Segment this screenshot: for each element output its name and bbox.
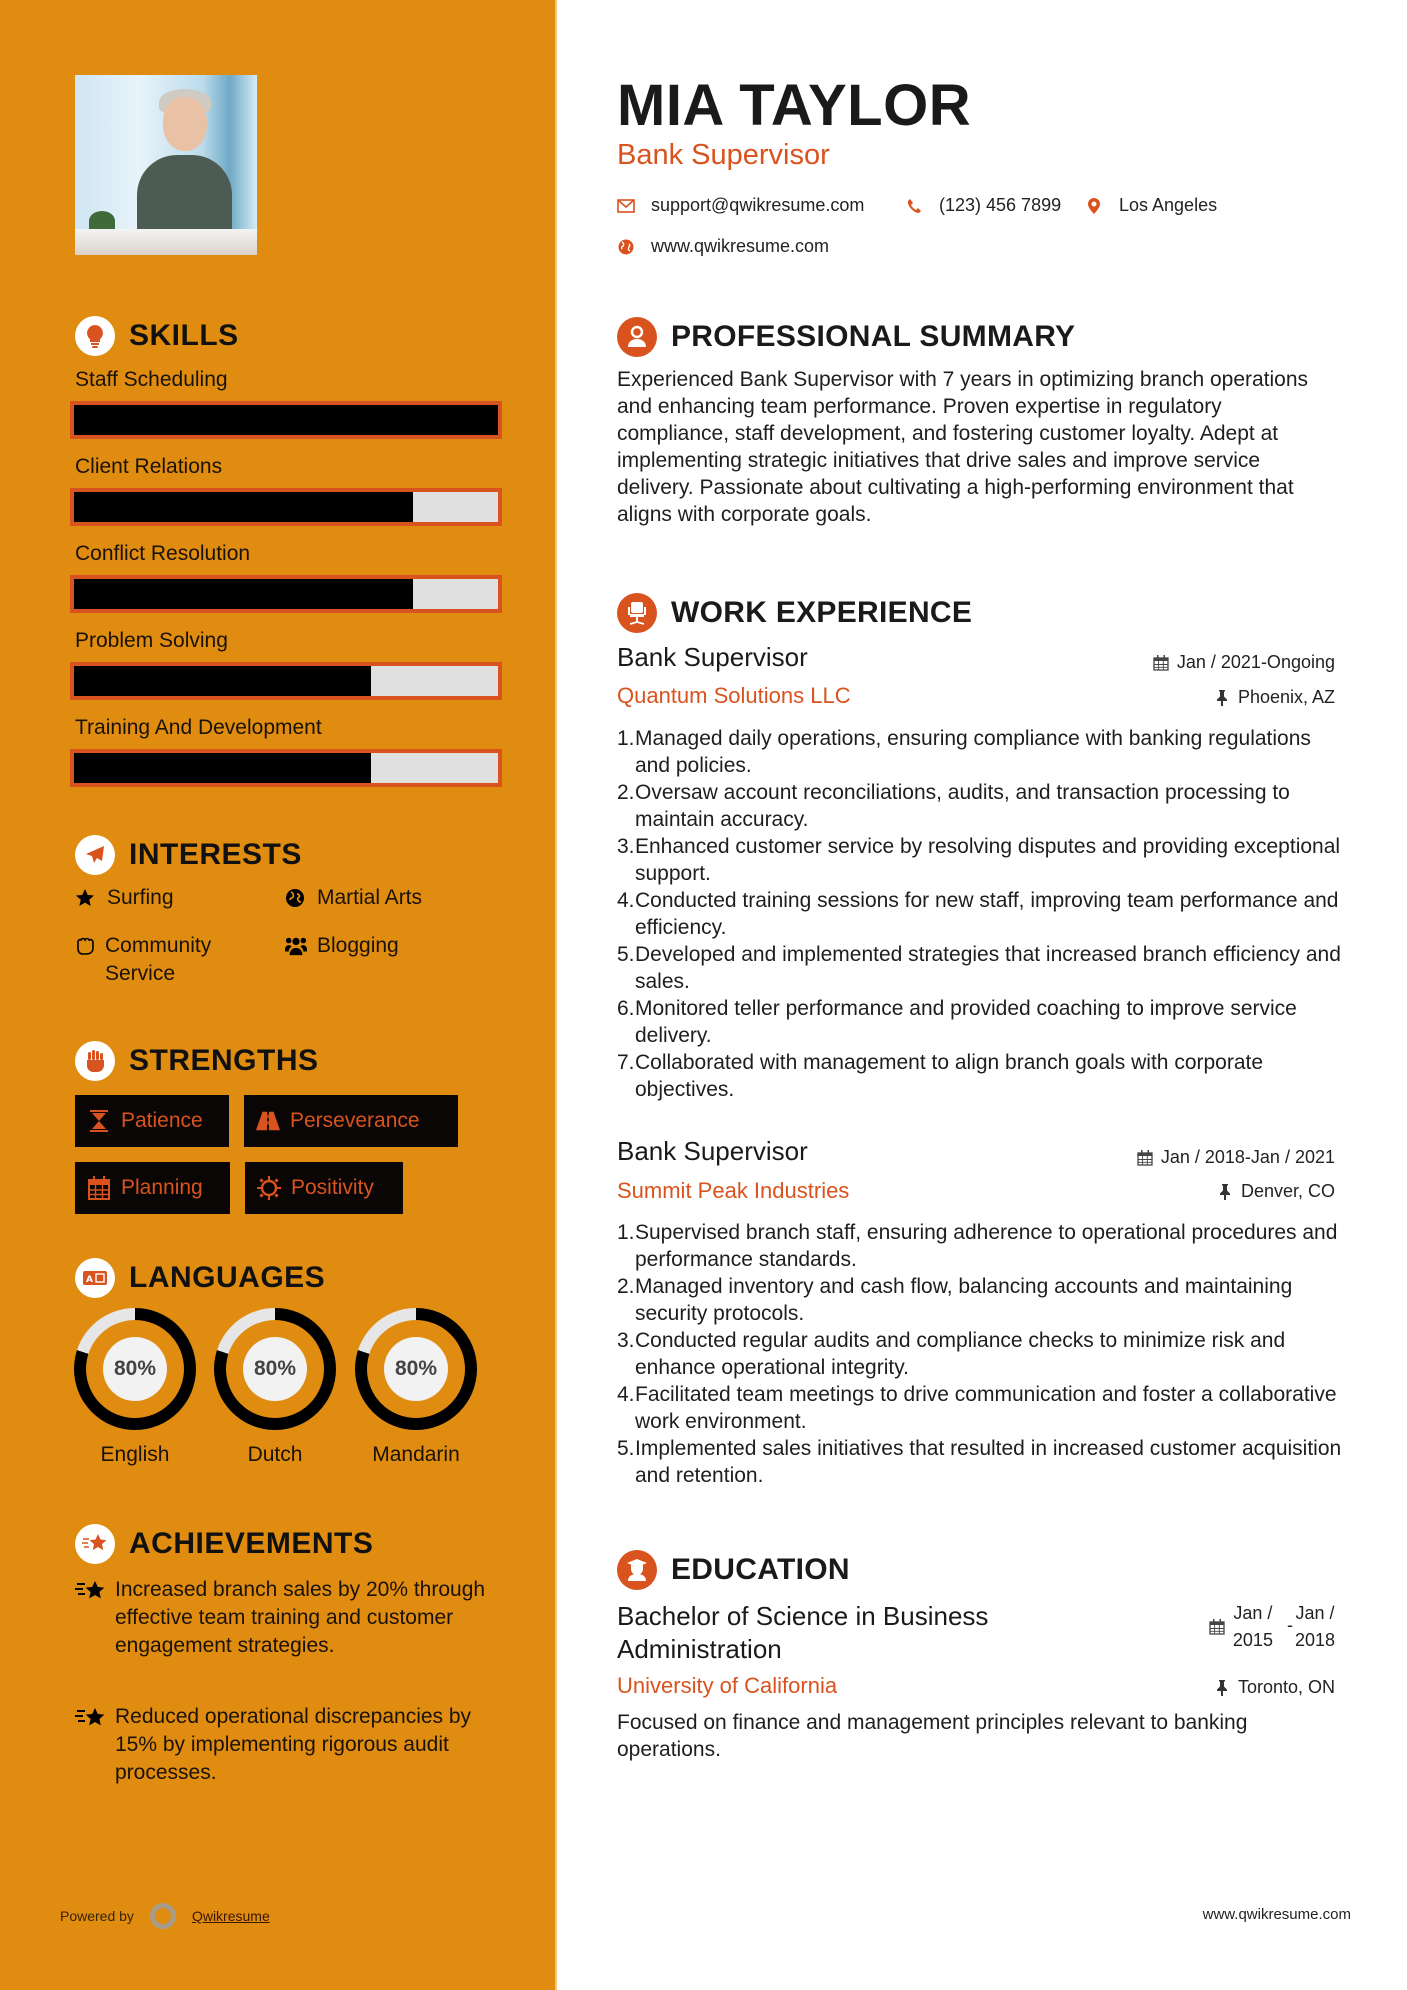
powered-by (60, 1903, 270, 1929)
contact-email (617, 195, 864, 216)
translate-icon (75, 1258, 115, 1298)
interest-label: Community Service (105, 934, 212, 985)
summary-heading (617, 316, 1075, 358)
calendar-icon (87, 1176, 111, 1200)
job-bullet: 6. Monitored teller performance and provided coaching to improve service delivery. (617, 997, 1297, 1047)
language-ring (74, 1308, 196, 1430)
skill-bar (70, 488, 502, 526)
strength-pill (75, 1095, 229, 1147)
summary-text: Experienced Bank Supervisor with 7 years in optimizing branch operations and enhancing team performance. Proven expertise in regulatory compliance, staff development, and fostering customer loyalty. Adept at implementing strategic initiatives that drive sales and improve service delivery. Passionate about cultivating a high-performing environment that aligns with corporate goals. (617, 368, 1309, 526)
interest-item (285, 884, 422, 912)
achievements-heading (75, 1524, 373, 1564)
job-dates-text: Jan / 2021-Ongoing (1176, 652, 1335, 672)
job-dates (1153, 652, 1335, 673)
shooting-star-icon (75, 1576, 115, 1660)
language-label: Mandarin (372, 1443, 460, 1466)
skills-heading (75, 316, 239, 356)
calendar-icon (1137, 1150, 1153, 1166)
job-company: Summit Peak Industries (617, 1178, 850, 1203)
skill-bar (70, 662, 502, 700)
skill-bar-fill (74, 753, 371, 783)
skill-label: Staff Scheduling (75, 368, 228, 391)
photo-desk (75, 229, 257, 255)
job-location (1214, 687, 1335, 708)
user-icon (617, 317, 657, 357)
strength-pill (244, 1095, 458, 1147)
strength-label: Planning (121, 1176, 203, 1199)
job-location-text: Denver, CO (1240, 1181, 1335, 1201)
strength-label: Patience (121, 1109, 203, 1132)
interests-heading-text: INTERESTS (129, 838, 302, 871)
star-trophy-icon (75, 1524, 115, 1564)
job-title: Bank Supervisor (617, 1136, 808, 1166)
skill-bar-fill (74, 579, 413, 609)
skill-bar-fill (74, 405, 498, 435)
job-location (1217, 1181, 1335, 1202)
education-end: Jan / 2018 (1294, 1603, 1335, 1650)
skill-bar (70, 401, 502, 439)
candidate-title: Bank Supervisor (617, 139, 830, 171)
language-percent: 80% (103, 1337, 167, 1401)
job-bullet: 5. Implemented sales initiatives that resulted in increased customer acquisition and retention. (617, 1437, 1342, 1487)
job-dates (1137, 1147, 1335, 1168)
job-bullet: 4. Facilitated team meetings to drive communication and foster a collaborative work environment. (617, 1383, 1337, 1433)
map-pin-icon (1085, 197, 1103, 215)
strength-pill (75, 1162, 230, 1214)
qwikresume-link[interactable]: Qwikresume (191, 1908, 270, 1924)
language-ring (355, 1308, 477, 1430)
lightbulb-icon (75, 316, 115, 356)
job-title: Bank Supervisor (617, 642, 808, 672)
education-description: Focused on finance and management principles relevant to banking operations. (617, 1711, 1248, 1761)
contact-website (617, 236, 829, 257)
languages-heading (75, 1258, 325, 1298)
job-bullets (617, 1219, 1347, 1489)
job-bullet: 1. Managed daily operations, ensuring compliance with banking regulations and policies. (617, 727, 1311, 777)
interest-label: Surfing (107, 886, 174, 909)
experience-heading (617, 592, 972, 634)
education-location (1214, 1677, 1335, 1698)
language-label: Dutch (247, 1443, 303, 1466)
office-chair-icon (617, 593, 657, 633)
education-location-text: Toronto, ON (1237, 1677, 1335, 1697)
phone-icon (905, 197, 923, 215)
achievement-item (75, 1703, 495, 1787)
graduate-icon (617, 1550, 657, 1590)
job-bullet: 7. Collaborated with management to align branch goals with corporate objectives. (617, 1051, 1264, 1101)
star-icon (75, 884, 97, 912)
skills-heading-text: SKILLS (129, 319, 239, 352)
phone-text[interactable]: (123) 456 7899 (939, 195, 1062, 215)
job-bullet: 3. Conducted regular audits and compliance checks to minimize risk and enhance operational integrity. (617, 1329, 1286, 1379)
job-dates-text: Jan / 2018-Jan / 2021 (1160, 1147, 1335, 1167)
globe-icon (617, 238, 635, 256)
main-column (557, 0, 1407, 1990)
pushpin-icon (1214, 1680, 1230, 1696)
road-icon (256, 1109, 280, 1133)
powered-by-text: Powered by (60, 1908, 134, 1924)
education-start: Jan / 2015 (1232, 1603, 1273, 1650)
sidebar (0, 0, 557, 1990)
location-text: Los Angeles (1119, 195, 1218, 215)
skill-label: Conflict Resolution (75, 542, 251, 565)
shooting-star-icon (75, 1703, 115, 1787)
education-heading (617, 1549, 850, 1591)
raised-fist-icon (75, 1041, 115, 1081)
summary-heading-text: PROFESSIONAL SUMMARY (671, 320, 1076, 353)
interest-item (75, 884, 174, 912)
strength-label: Perseverance (290, 1109, 420, 1132)
job-bullets (617, 725, 1347, 1103)
contact-location (1085, 195, 1217, 216)
interests-heading (75, 835, 302, 875)
strengths-heading (75, 1041, 319, 1081)
skill-bar-fill (74, 666, 371, 696)
photo-plant (89, 211, 115, 231)
pushpin-icon (1214, 690, 1230, 706)
paper-plane-icon (75, 835, 115, 875)
job-location-text: Phoenix, AZ (1237, 687, 1335, 707)
language-label: English (100, 1443, 170, 1466)
achievement-text: Reduced operational discrepancies by 15% by implementing rigorous audit processes. (115, 1705, 472, 1784)
strengths-heading-text: STRENGTHS (129, 1044, 319, 1077)
skill-label: Client Relations (75, 455, 223, 478)
skill-label: Training And Development (75, 716, 322, 739)
language-percent: 80% (384, 1337, 448, 1401)
globe-icon (285, 884, 307, 912)
email-text[interactable]: support@qwikresume.com (651, 195, 865, 215)
experience-heading-text: WORK EXPERIENCE (671, 596, 973, 629)
fist-icon (75, 932, 95, 960)
contact-phone (905, 195, 1061, 216)
skill-bar-fill (74, 492, 413, 522)
sun-icon (257, 1176, 281, 1200)
hourglass-icon (87, 1109, 111, 1133)
language-percent: 80% (243, 1337, 307, 1401)
job-bullet: 2. Oversaw account reconciliations, audits, and transaction processing to maintain accuracy. (617, 781, 1290, 831)
job-bullet: 1. Supervised branch staff, ensuring adherence to operational procedures and performance standards. (617, 1221, 1338, 1271)
strength-pill (245, 1162, 403, 1214)
footer-website[interactable]: www.qwikresume.com (1202, 1906, 1351, 1923)
strength-label: Positivity (291, 1176, 374, 1199)
interest-item (75, 932, 265, 988)
job-bullet: 2. Managed inventory and cash flow, balancing accounts and maintaining security protocols. (617, 1275, 1293, 1325)
job-bullet: 3. Enhanced customer service by resolving disputes and providing exceptional support. (617, 835, 1341, 885)
users-icon (285, 932, 307, 960)
education-dates: Jan / 2015 - Jan / 2018 (1209, 1600, 1335, 1654)
pushpin-icon (1217, 1184, 1233, 1200)
website-text[interactable]: www.qwikresume.com (651, 236, 830, 256)
achievement-text: Increased branch sales by 20% through effective team training and customer engagement strategies. (115, 1578, 486, 1657)
qwikresume-logo-icon (150, 1903, 176, 1929)
photo-face (163, 97, 207, 151)
skill-bar (70, 575, 502, 613)
language-ring (214, 1308, 336, 1430)
achievements-heading-text: ACHIEVEMENTS (129, 1527, 374, 1560)
interest-label: Blogging (317, 934, 399, 957)
skill-label: Problem Solving (75, 629, 228, 652)
school-name: University of California (617, 1673, 838, 1698)
job-company: Quantum Solutions LLC (617, 683, 851, 708)
education-heading-text: EDUCATION (671, 1553, 850, 1586)
interest-item (285, 932, 399, 960)
degree-title: Bachelor of Science in Business Administration (617, 1601, 989, 1664)
envelope-icon (617, 197, 635, 215)
job-bullet: 4. Conducted training sessions for new staff, improving team performance and efficiency. (617, 889, 1339, 939)
candidate-name: MIA TAYLOR (617, 73, 972, 138)
achievement-item (75, 1576, 495, 1660)
job-bullet: 5. Developed and implemented strategies that increased branch efficiency and sales. (617, 943, 1341, 993)
calendar-icon (1209, 1600, 1225, 1643)
languages-heading-text: LANGUAGES (129, 1261, 326, 1294)
interest-label: Martial Arts (317, 886, 423, 909)
skill-bar (70, 749, 502, 787)
svg-text:A: A (86, 1275, 93, 1285)
calendar-icon (1153, 655, 1169, 671)
profile-photo (75, 75, 257, 255)
